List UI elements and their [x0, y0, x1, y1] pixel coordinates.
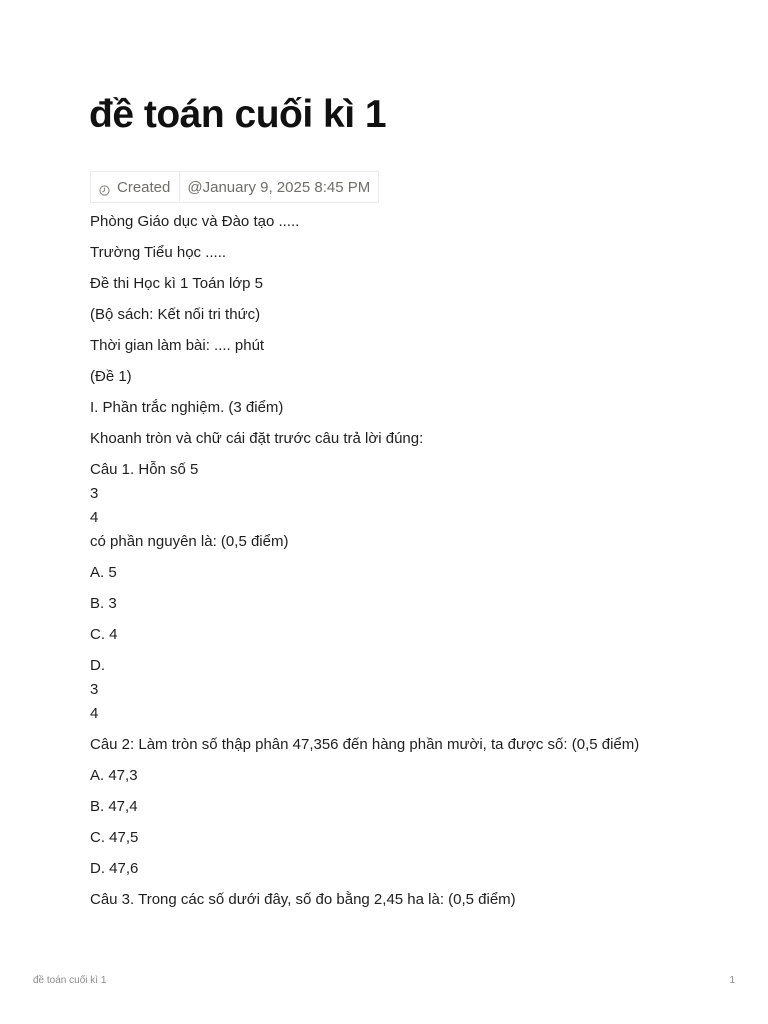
- property-value[interactable]: @January 9, 2025 8:45 PM: [187, 178, 371, 196]
- question-1-option-d: [90, 654, 730, 726]
- created-property: [90, 171, 379, 203]
- question-2-option-d: D. 47,6: [90, 860, 139, 877]
- clock-icon: [99, 183, 110, 194]
- question-2-option-a: A. 47,3: [90, 767, 138, 784]
- question-1-numerator: 3: [90, 485, 99, 502]
- question-2-stem: Câu 2: Làm tròn số thập phân 47,356 đến hàng phần mười, ta được số: (0,5 điểm): [90, 736, 640, 753]
- page-title: đề toán cuối kì 1: [89, 93, 387, 136]
- question-3-stem: Câu 3. Trong các số dưới đây, số đo bằng 2,45 ha là: (0,5 điểm): [90, 891, 516, 908]
- option-d-numerator: 3: [90, 681, 99, 698]
- option-d-denominator: 4: [90, 705, 99, 722]
- question-2-option-c: C. 47,5: [90, 829, 139, 846]
- question-1-stem: Câu 1. Hỗn số 5: [90, 461, 199, 478]
- question-1: [90, 458, 730, 554]
- exam-title-line: Đề thi Học kì 1 Toán lớp 5: [90, 275, 263, 292]
- footer-title: đề toán cuối kì 1: [33, 975, 107, 986]
- question-1-option-b: B. 3: [90, 595, 117, 612]
- property-key-label: Created: [117, 178, 171, 196]
- header-line-school: Trường Tiểu học .....: [90, 244, 227, 261]
- page-number: 1: [729, 975, 735, 986]
- header-line-department: Phòng Giáo dục và Đào tạo .....: [90, 213, 300, 230]
- time-limit-line: Thời gian làm bài: .... phút: [90, 337, 265, 354]
- property-key: [91, 172, 180, 202]
- question-1-tail: có phần nguyên là: (0,5 điểm): [90, 533, 289, 550]
- instruction-line: Khoanh tròn và chữ cái đặt trước câu trả lời đúng:: [90, 430, 424, 447]
- option-d-label: D.: [90, 657, 105, 674]
- question-1-option-a: A. 5: [90, 564, 117, 581]
- question-1-denominator: 4: [90, 509, 99, 526]
- question-1-option-c: C. 4: [90, 626, 118, 643]
- exam-variant-line: (Đề 1): [90, 368, 132, 385]
- section-heading: I. Phần trắc nghiệm. (3 điểm): [90, 399, 284, 416]
- book-series-line: (Bộ sách: Kết nối tri thức): [90, 306, 261, 323]
- question-2-option-b: B. 47,4: [90, 798, 138, 815]
- document-body: [90, 210, 730, 919]
